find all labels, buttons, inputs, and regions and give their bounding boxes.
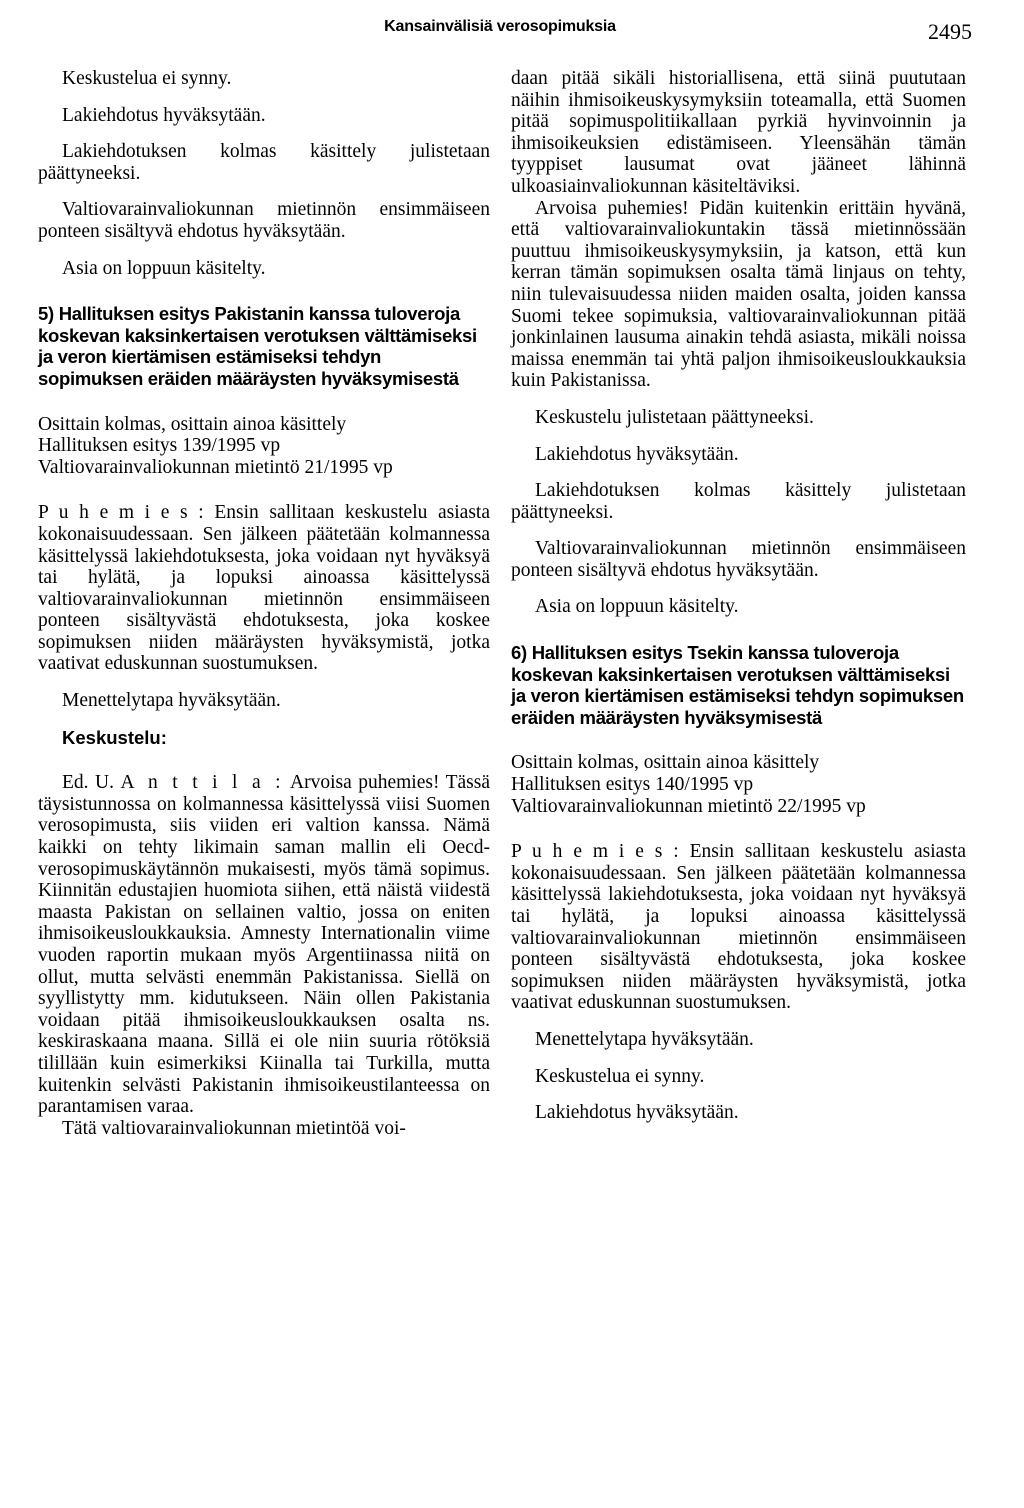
item-info-line: Valtiovarainvaliokunnan mietintö 22/1995 vp — [511, 795, 866, 817]
paragraph: Valtiovarainvaliokunnan mietinnön ensimmäiseen ponteen sisältyvä ehdotus hyväksytään. — [38, 199, 490, 242]
speech-text: Arvoisa puhemies! Tässä täysistunnossa on kolmannessa käsittelyssä viisi Suomen verosopimusta, siis viiden eri valtion kanssa. Nämä kaikki on tehty likimain saman mallin eli Oecd-verosopimuskäytännön mukaisesti, myös tämä sopimus. Kiinnitän edustajien huomiota siihen, että näistä viidestä maasta Pakistan on sellainen valtio, jossa on eniten ihmisoikeusloukkauksia. Amnesty Internationalin viime vuoden raportin mukaan myös Argentiinassa niitä on ollut, mutta selvästi enemmän Pakistanissa. Siellä on syyllistytty mm. kidutukseen. Näin ollen Pakistania voidaan pitää ihmisoikeusloukkauksen osalta ns. keskiraskaana maana. Sillä ei ole niin suuria rötöksiä tilillään kuin esimerkiksi Kiinalla tai Turkilla, mutta kuitenkin selvästi Pakistanin ihmisoikeustilanteessa on parantamisen varaa. — [38, 772, 491, 1118]
paragraph: Tätä valtiovarainvaliokunnan mietintöä voi- — [62, 1117, 406, 1139]
item-info-line: Osittain kolmas, osittain ainoa käsittely — [511, 752, 820, 774]
speaker-prefix: Ed. U. — [62, 772, 114, 794]
discussion-label: Keskustelu: — [62, 726, 167, 748]
paragraph: Arvoisa puhemies! Pidän kuitenkin erittäin hyvänä, että valtiovarainvaliokuntakin tässä mietinnössään puuttuu ihmisoikeuskysymyksiin, ja katson, että kun kerran tämän sopimuksen osalta tämä linjaus on tehty, niin tulevaisuudessa niiden maiden osalta, joiden kanssa Suomi tekee sopimuksia, valtiovarainvaliokunnan pitää jonkinlainen lausuma ainakin tehdä asiasta, mikäli noissa maissa enemmän tai yhtä paljon ihmisoikeusloukkauksia kuin Pakistanissa. — [511, 197, 966, 392]
item-heading: 5) Hallituksen esitys Pakistanin kanssa tuloveroja koskevan kaksinkertaisen verotuksen välttämiseksi ja veron kiertämisen estämiseksi tehdyn sopimuksen eräiden määräysten hyväksymisestä — [38, 303, 477, 389]
item-info-line: Hallituksen esitys 139/1995 vp — [38, 435, 281, 457]
speech-text: Ensin sallitaan keskustelu asiasta kokonaisuudessaan. Sen jälkeen päätetään kolmannessa käsittelyssä lakiehdotuksesta, joka voidaan nyt hyväksyä tai hylätä, ja lopuksi ainoassa käsittelyssä valtiovarainvaliokunnan mietinnön ensimmäiseen ponteen sisältyvästä ehdotuksesta, joka koskee sopimuksen niiden määräysten hyväksymistä, jotka vaativat eduskunnan suostumuksen. — [511, 841, 966, 1014]
speaker-name: P u h e m i e s : — [511, 841, 679, 863]
paragraph: Lakiehdotus hyväksytään. — [535, 443, 739, 465]
speech-paragraph — [38, 502, 490, 675]
paragraph: Valtiovarainvaliokunnan mietinnön ensimmäiseen ponteen sisältyvä ehdotus hyväksytään. — [511, 538, 966, 581]
right-column — [511, 68, 966, 1124]
item-info-line: Osittain kolmas, osittain ainoa käsittely — [38, 413, 347, 435]
paragraph: Keskustelua ei synny. — [62, 68, 232, 89]
item-info — [38, 414, 490, 479]
speaker-name: P u h e m i e s : — [38, 502, 204, 524]
paragraph: Keskustelua ei synny. — [535, 1065, 705, 1087]
paragraph: Asia on loppuun käsitelty. — [62, 257, 266, 279]
paragraph: daan pitää sikäli historiallisena, että siinä puututaan näihin ihmisoikeuskysymyksiin toteamalla, että Suomen pitää sopimuspolitiikallaan pyrkiä hyvinvoinnin ja ihmisoikeuksien edistämiseen. Yleensähän tämän tyyppiset lausumat ovat jääneet lähinnä ulkoasiainvaliokunnan käsiteltäviksi. — [511, 68, 966, 197]
speech-paragraph — [38, 772, 490, 1118]
paragraph: Menettelytapa hyväksytään. — [62, 690, 281, 712]
paragraph: Lakiehdotus hyväksytään. — [535, 1102, 739, 1124]
paragraph: Asia on loppuun käsitelty. — [535, 596, 739, 618]
left-column — [38, 68, 490, 1139]
speaker-name: A n t t i l a : — [120, 772, 285, 794]
page-number: 2495 — [928, 19, 972, 44]
item-info-line: Valtiovarainvaliokunnan mietintö 21/1995 vp — [38, 456, 393, 478]
running-title: Kansainvälisiä verosopimuksia — [384, 18, 616, 35]
paragraph: Lakiehdotuksen kolmas käsittely julistetaan päättyneeksi. — [511, 480, 966, 523]
speech-paragraph — [511, 841, 966, 1014]
paragraph: Lakiehdotus hyväksytään. — [62, 104, 266, 126]
item-heading: 6) Hallituksen esitys Tsekin kanssa tuloveroja koskevan kaksinkertaisen verotuksen välttämiseksi ja veron kiertämisen estämiseksi tehdyn sopimuksen eräiden määräysten hyväksymisestä — [511, 642, 964, 728]
paragraph: Keskustelu julistetaan päättyneeksi. — [535, 406, 814, 428]
paragraph: Lakiehdotuksen kolmas käsittely julistetaan päättyneeksi. — [38, 141, 490, 184]
speech-text: Ensin sallitaan keskustelu asiasta kokonaisuudessaan. Sen jälkeen päätetään kolmannessa käsittelyssä lakiehdotuksesta, joka voidaan nyt hyväksyä tai hylätä, ja lopuksi ainoassa käsittelyssä valtiovarainvaliokunnan mietinnön ensimmäiseen ponteen sisältyvästä ehdotuksesta, joka koskee sopimuksen niiden määräysten hyväksymistä, jotka vaativat eduskunnan suostumuksen. — [38, 502, 490, 675]
item-info — [511, 752, 966, 817]
item-info-line: Hallituksen esitys 140/1995 vp — [511, 774, 754, 796]
paragraph: Menettelytapa hyväksytään. — [535, 1028, 754, 1050]
